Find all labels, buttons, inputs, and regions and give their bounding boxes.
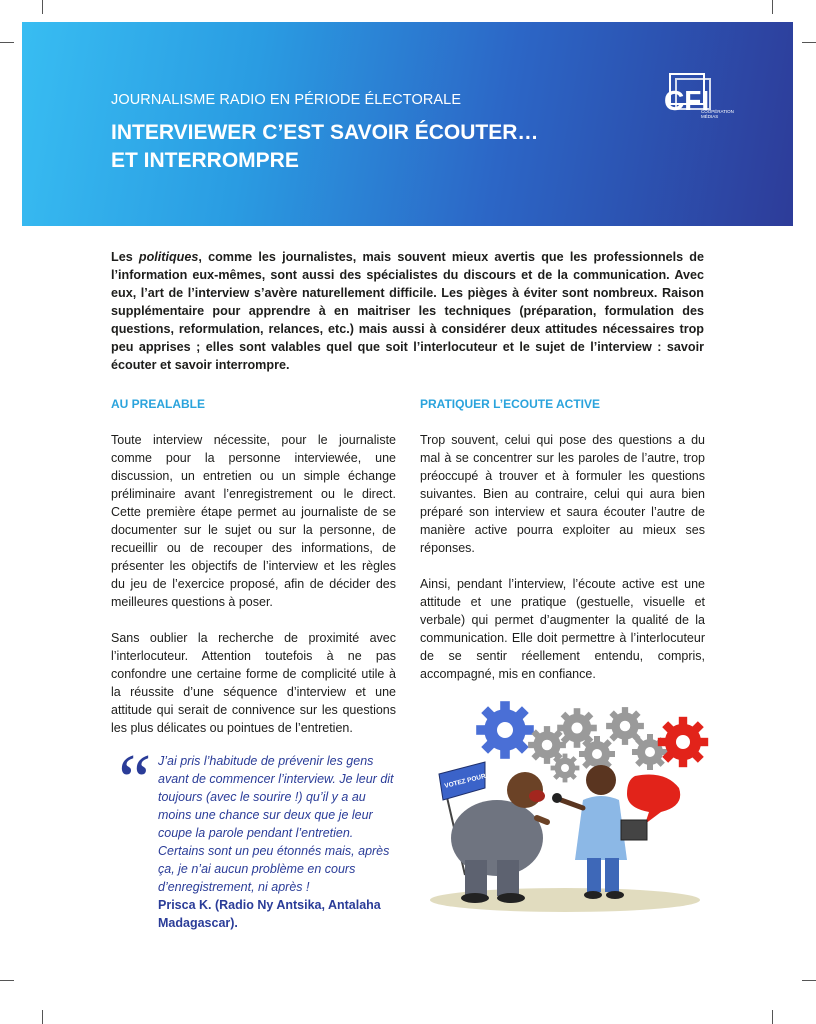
crop-mark xyxy=(772,1010,773,1024)
right-column xyxy=(420,396,705,701)
intro-lead: Les xyxy=(111,250,139,264)
section-heading-ecoute-active: PRATIQUER L’ECOUTE ACTIVE xyxy=(420,397,601,411)
page-title-line2: ET INTERROMPRE xyxy=(111,149,299,172)
crop-mark xyxy=(0,42,14,43)
header-kicker: JOURNALISME RADIO EN PÉRIODE ÉLECTORALE xyxy=(111,92,462,108)
crop-mark xyxy=(0,980,14,981)
cfi-logo-subtitle-line1: COOPÉRATION xyxy=(701,109,734,114)
quote-author: Prisca K. (Radio Ny Antsika, Antalaha Madagascar). xyxy=(158,898,381,930)
microphone-icon xyxy=(552,793,562,803)
speech-bubble-icon xyxy=(627,775,680,825)
pull-quote xyxy=(158,752,398,932)
crop-mark xyxy=(802,42,816,43)
crop-mark xyxy=(802,980,816,981)
cfi-logo-subtitle-line2: MÉDIAS xyxy=(701,114,719,119)
red-gear-icon xyxy=(658,717,708,767)
flag-text: VOTEZ POUR MOI xyxy=(443,769,501,790)
interview-cartoon-illustration xyxy=(425,690,715,915)
intro-emphasis: politiques xyxy=(138,250,199,264)
page-title-line1: INTERVIEWER C’EST SAVOIR ÉCOUTER… xyxy=(111,121,539,144)
intro-body: , comme les journalistes, mais souvent mieux avertis que les professionnels de l’information eux-mêmes, sont aussi des spécialistes du discours et de la communication. Avec eux, l’art de l’interview s’avère naturellement difficile. Les pièges à éviter sont nombreux. Raison supplémentaire pour apprendre à en maitriser les techniques (préparation, formulation des questions, reformulation, relances, etc.) mais aussi à considérer deux attitudes nécessaires trop peu apprises ; elles sont valables quel que soit l’interlocuteur et le sujet de l’interview : savoir écouter et savoir interrompre. xyxy=(111,250,704,372)
left-paragraph-1: Toute interview nécessite, pour le journaliste comme pour la personne interviewée, une discussion, un entretien ou un simple échange préliminaire avant l’enregistrement ou le direct. Cette première étape permet au journaliste de se documenter sur le sujet ou sur la personne, de recueillir ou de recouper des informations, de présenter les objectifs de l’interview et les règles du jeu de l’exercice proposé, afin de décider des meilleures questions à poser. xyxy=(111,433,396,609)
left-paragraph-2: Sans oublier la recherche de proximité avec l’interlocuteur. Attention toutefois à ne pas confondre une certaine forme de complicité utile à la réussite d’une séquence d’interview et une attitude qui serait de connivence sur les questions les plus délicates ou pointues de l’entretien. xyxy=(111,631,396,735)
crop-mark xyxy=(42,0,43,14)
right-paragraph-2: Ainsi, pendant l’interview, l’écoute active est une attitude et une pratique (gestuelle, visuelle et verbale) qui permet d’augmenter la qualité de la communication. Elle doit permettre à l’interlocuteur de se sentir réellement entendu, compris, accompagné, mis en confiance. xyxy=(420,577,705,681)
page-title xyxy=(111,119,671,175)
crop-mark xyxy=(42,1010,43,1024)
quote-text: J’ai pris l’habitude de prévenir les gens avant de commencer l’interview. Je leur dit toujours (avec le sourire !) qu’il y a au moins une chance sur deux que je leur coupe la parole pendant l’entretien. Certains sont un peu étonnés mais, après ça, je n’ai aucun problème en cours d’enregistrement, ni après ! xyxy=(158,754,394,894)
section-heading-prealable: AU PREALABLE xyxy=(111,397,206,411)
quote-mark-icon: “ xyxy=(111,740,153,822)
cfi-logo-text: CFI xyxy=(664,85,710,116)
crop-mark xyxy=(772,0,773,14)
intro-paragraph xyxy=(111,248,704,374)
right-paragraph-1: Trop souvent, celui qui pose des questions a du mal à se concentrer sur les paroles de l’autre, trop préoccupé à trouver et à formuler les questions suivantes. Bien au contraire, celui qui aura bien préparé son interview et saura écouter l’autre de manière active pourra exploiter au mieux ses réponses. xyxy=(420,433,705,555)
blue-gear-icon xyxy=(476,701,534,759)
left-column xyxy=(111,396,396,755)
cfi-logo-subtitle xyxy=(701,109,734,119)
